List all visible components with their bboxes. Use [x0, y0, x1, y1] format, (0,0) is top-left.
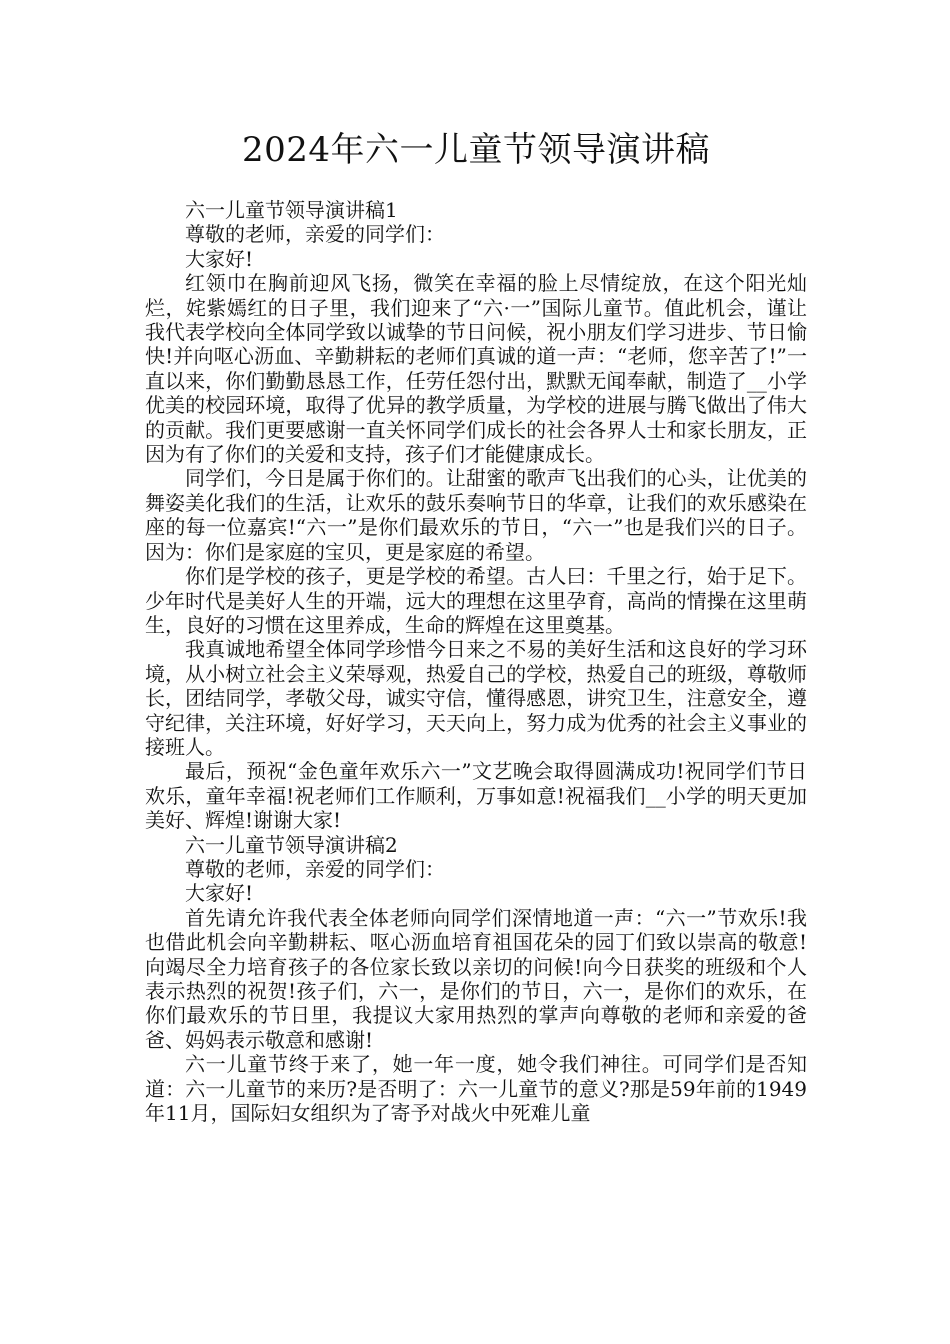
paragraph: 红领巾在胸前迎风飞扬，微笑在幸福的脸上尽情绽放，在这个阳光灿烂，姹紫嫣红的日子里，我们迎来了“六·一”国际儿童节。值此机会，谨让我代表学校向全体同学致以诚挚的节日问候，祝小朋友们学习进步、节日愉快!并向呕心沥血、辛勤耕耘的老师们真诚的道一声：“老师，您辛苦了!”一直以来，你们勤勤恳恳工作，任劳任怨付出，默默无闻奉献，制造了__小学优美的校园环境，取得了优异的教学质量，为学校的进展与腾飞做出了伟大的贡献。我们更要感谢一直关怀同学们成长的社会各界人士和家长朋友，正因为有了你们的关爱和支持，孩子们才能健康成长。: [145, 271, 807, 467]
salutation: 尊敬的老师，亲爱的同学们：: [185, 222, 445, 247]
document-page: [145, 128, 807, 1125]
paragraph: 你们是学校的孩子，更是学校的希望。古人曰：千里之行，始于足下。少年时代是美好人生的开端，远大的理想在这里孕育，高尚的情操在这里萌生，良好的习惯在这里养成，生命的辉煌在这里奠基。: [145, 564, 807, 637]
paragraph: 首先请允许我代表全体老师向同学们深情地道一声：“六一”节欢乐!我也借此机会向辛勤耕耘、呕心沥血培育祖国花朵的园丁们致以崇高的敬意!向竭尽全力培育孩子的各位家长致以亲切的问候!向今日获奖的班级和个人表示热烈的祝贺!孩子们，六一，是你们的节日，六一，是你们的欢乐，在你们最欢乐的节日里，我提议大家用热烈的掌声向尊敬的老师和亲爱的爸爸、妈妈表示敬意和感谢!: [145, 905, 807, 1052]
paragraph: 最后，预祝“金色童年欢乐六一”文艺晚会取得圆满成功!祝同学们节日欢乐，童年幸福!祝老师们工作顺利，万事如意!祝福我们__小学的明天更加美好、辉煌!谢谢大家!: [145, 759, 807, 833]
paragraph: 同学们，今日是属于你们的。让甜蜜的歌声飞出我们的心头，让优美的舞姿美化我们的生活，让欢乐的鼓乐奏响节日的华章，让我们的欢乐感染在座的每一位嘉宾!“六一”是你们最欢乐的节日，“六一”也是我们兴的日子。因为：你们是家庭的宝贝，更是家庭的希望。: [145, 466, 807, 564]
paragraph: 六一儿童节终于来了，她一年一度，她令我们神往。可同学们是否知道：六一儿童节的来历?是否明了：六一儿童节的意义?那是59年前的1949年11月，国际妇女组织为了寄予对战火中死难儿童: [145, 1052, 807, 1126]
salutation: 尊敬的老师，亲爱的同学们：: [185, 856, 445, 881]
paragraph: 我真诚地希望全体同学珍惜今日来之不易的美好生活和这良好的学习环境，从小树立社会主义荣辱观，热爱自己的学校，热爱自己的班级，尊敬师长，团结同学，孝敬父母，诚实守信，懂得感恩，讲究卫生，注意安全，遵守纪律，关注环境，好好学习，天天向上，努力成为优秀的社会主义事业的接班人。: [145, 637, 807, 759]
document-title: 2024年六一儿童节领导演讲稿: [241, 130, 711, 170]
section-heading: 六一儿童节领导演讲稿2: [185, 832, 398, 857]
greeting: 大家好!: [185, 881, 254, 906]
document-body: [145, 198, 807, 1125]
greeting: 大家好!: [185, 246, 254, 271]
section-heading: 六一儿童节领导演讲稿1: [185, 198, 398, 222]
